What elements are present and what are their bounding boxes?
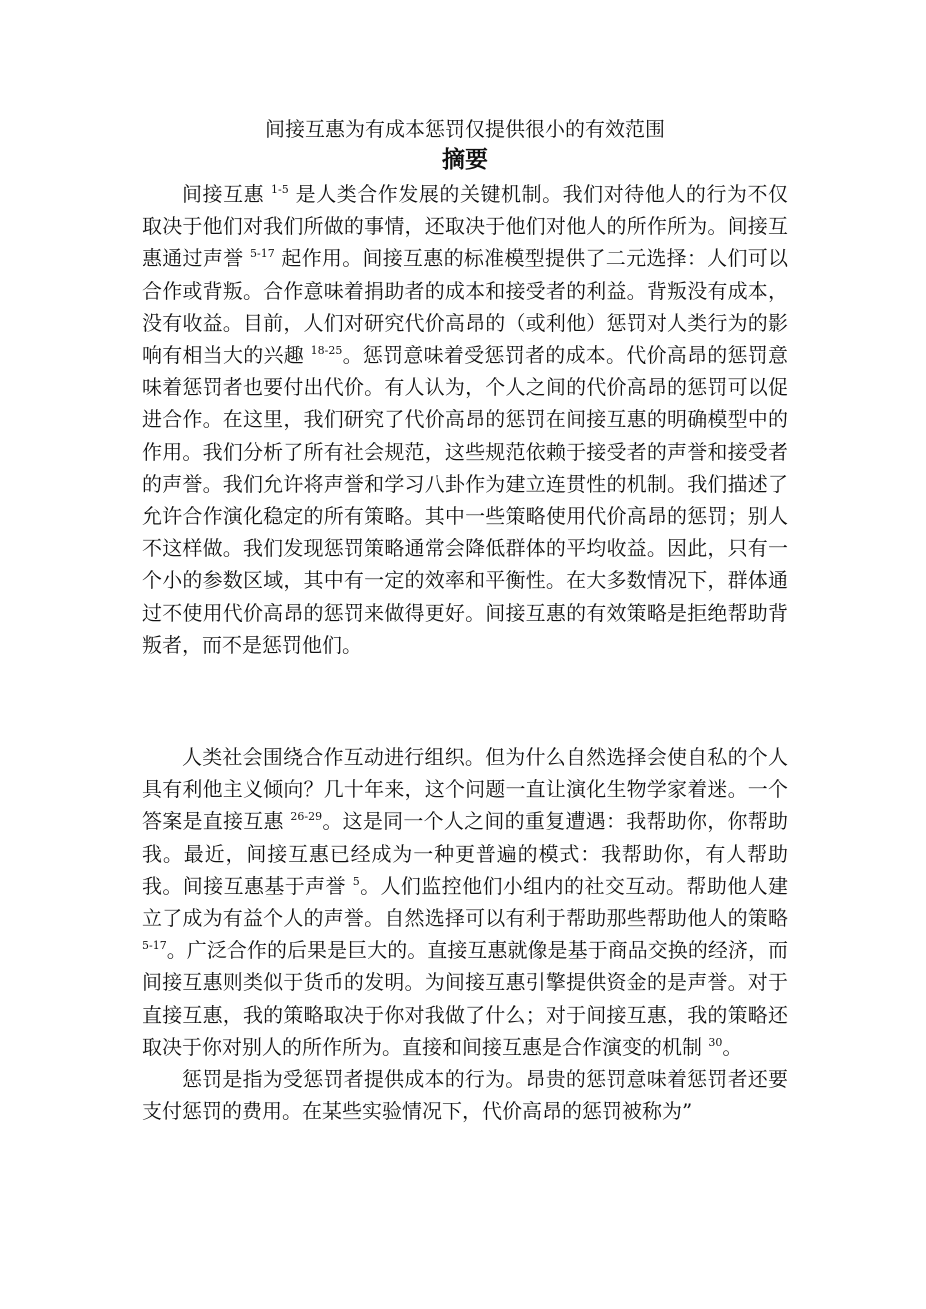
body-paragraph-2: 惩罚是指为受惩罚者提供成本的行为。昂贵的惩罚意味着惩罚者还要支付惩罚的费用。在某些实验情况下，代价高昂的惩罚被称为” <box>142 1067 788 1124</box>
citation-ref: 30 <box>708 1035 723 1049</box>
citation-ref: 5 <box>352 874 360 888</box>
citation-ref: 1-5 <box>271 183 289 196</box>
text-run: 是人类合作发展的关键机制。我们对待他人的行为不仅取决于他们对我们所做的事情，还取决于他们对他人的所作所为。间接互惠通过声誉 <box>142 182 789 271</box>
paper-title: 间接互惠为有成本惩罚仅提供很小的有效范围 <box>265 117 665 141</box>
citation-ref: 5-17 <box>142 939 167 953</box>
abstract-paragraph <box>142 178 788 661</box>
body-paragraph-1 <box>142 741 788 1063</box>
text-run: 人类社会围绕合作互动进行组织。但为什么自然选择会使自私的个人具有利他主义倾向？几十年来，这个问题一直让演化生物学家着迷。一个答案是直接互惠 <box>142 745 788 834</box>
document-page <box>142 114 788 1127</box>
text-run: 起作用。间接互惠的标准模型提供了二元选择：人们可以合作或背叛。合作意味着捐助者的成本和接受者的利益。背叛没有成本，没有收益。目前，人们对研究代价高昂的（或利他）惩罚对人类行为的影响有相当大的兴趣 <box>142 246 788 368</box>
text-run: 。广泛合作的后果是巨大的。直接互惠就像是基于商品交换的经济，而间接互惠则类似于货币的发明。为间接互惠引擎提供资金的是声誉。对于直接互惠，我的策略取决于你对我做了什么；对于间接互惠，我的策略还取决于你对别人的所作所为。直接和间接互惠是合作演变的机制 <box>142 938 788 1059</box>
abstract-heading: 摘要 <box>442 146 488 173</box>
text-run: 间接互惠 <box>182 182 272 206</box>
section-spacer <box>142 661 788 741</box>
text-run: 。人们监控他们小组内的社交互动。帮助他人建立了成为有益个人的声誉。自然选择可以有利于帮助那些帮助他人的策略 <box>142 873 788 931</box>
text-run: 。惩罚意味着受惩罚者的成本。代价高昂的惩罚意味着惩罚者也要付出代价。有人认为，个人之间的代价高昂的惩罚可以促进合作。在这里，我们研究了代价高昂的惩罚在间接互惠的明确模型中的作用。我们分析了所有社会规范，这些规范依赖于接受者的声誉和接受者的声誉。我们允许将声誉和学习八卦作为建立连贯性的机制。我们描述了允许合作演化稳定的所有策略。其中一些策略使用代价高昂的惩罚；别人不这样做。我们发现惩罚策略通常会降低群体的平均收益。因此，只有一个小的参数区域，其中有一定的效率和平衡性。在大多数情况下，群体通过不使用代价高昂的惩罚来做得更好。间接互惠的有效策略是拒绝帮助背叛者，而不是惩罚他们。 <box>142 343 789 657</box>
text-run: 。这是同一个人之间的重复遭遇：我帮助你，你帮助我。最近，间接互惠已经成为一种更普遍的模式：我帮助你，有人帮助我。间接互惠基于声誉 <box>142 809 789 898</box>
citation-ref: 18-25 <box>310 344 343 358</box>
citation-ref: 5-17 <box>250 247 275 261</box>
text-run: 。 <box>722 1034 743 1059</box>
citation-ref: 26-29 <box>290 810 323 824</box>
